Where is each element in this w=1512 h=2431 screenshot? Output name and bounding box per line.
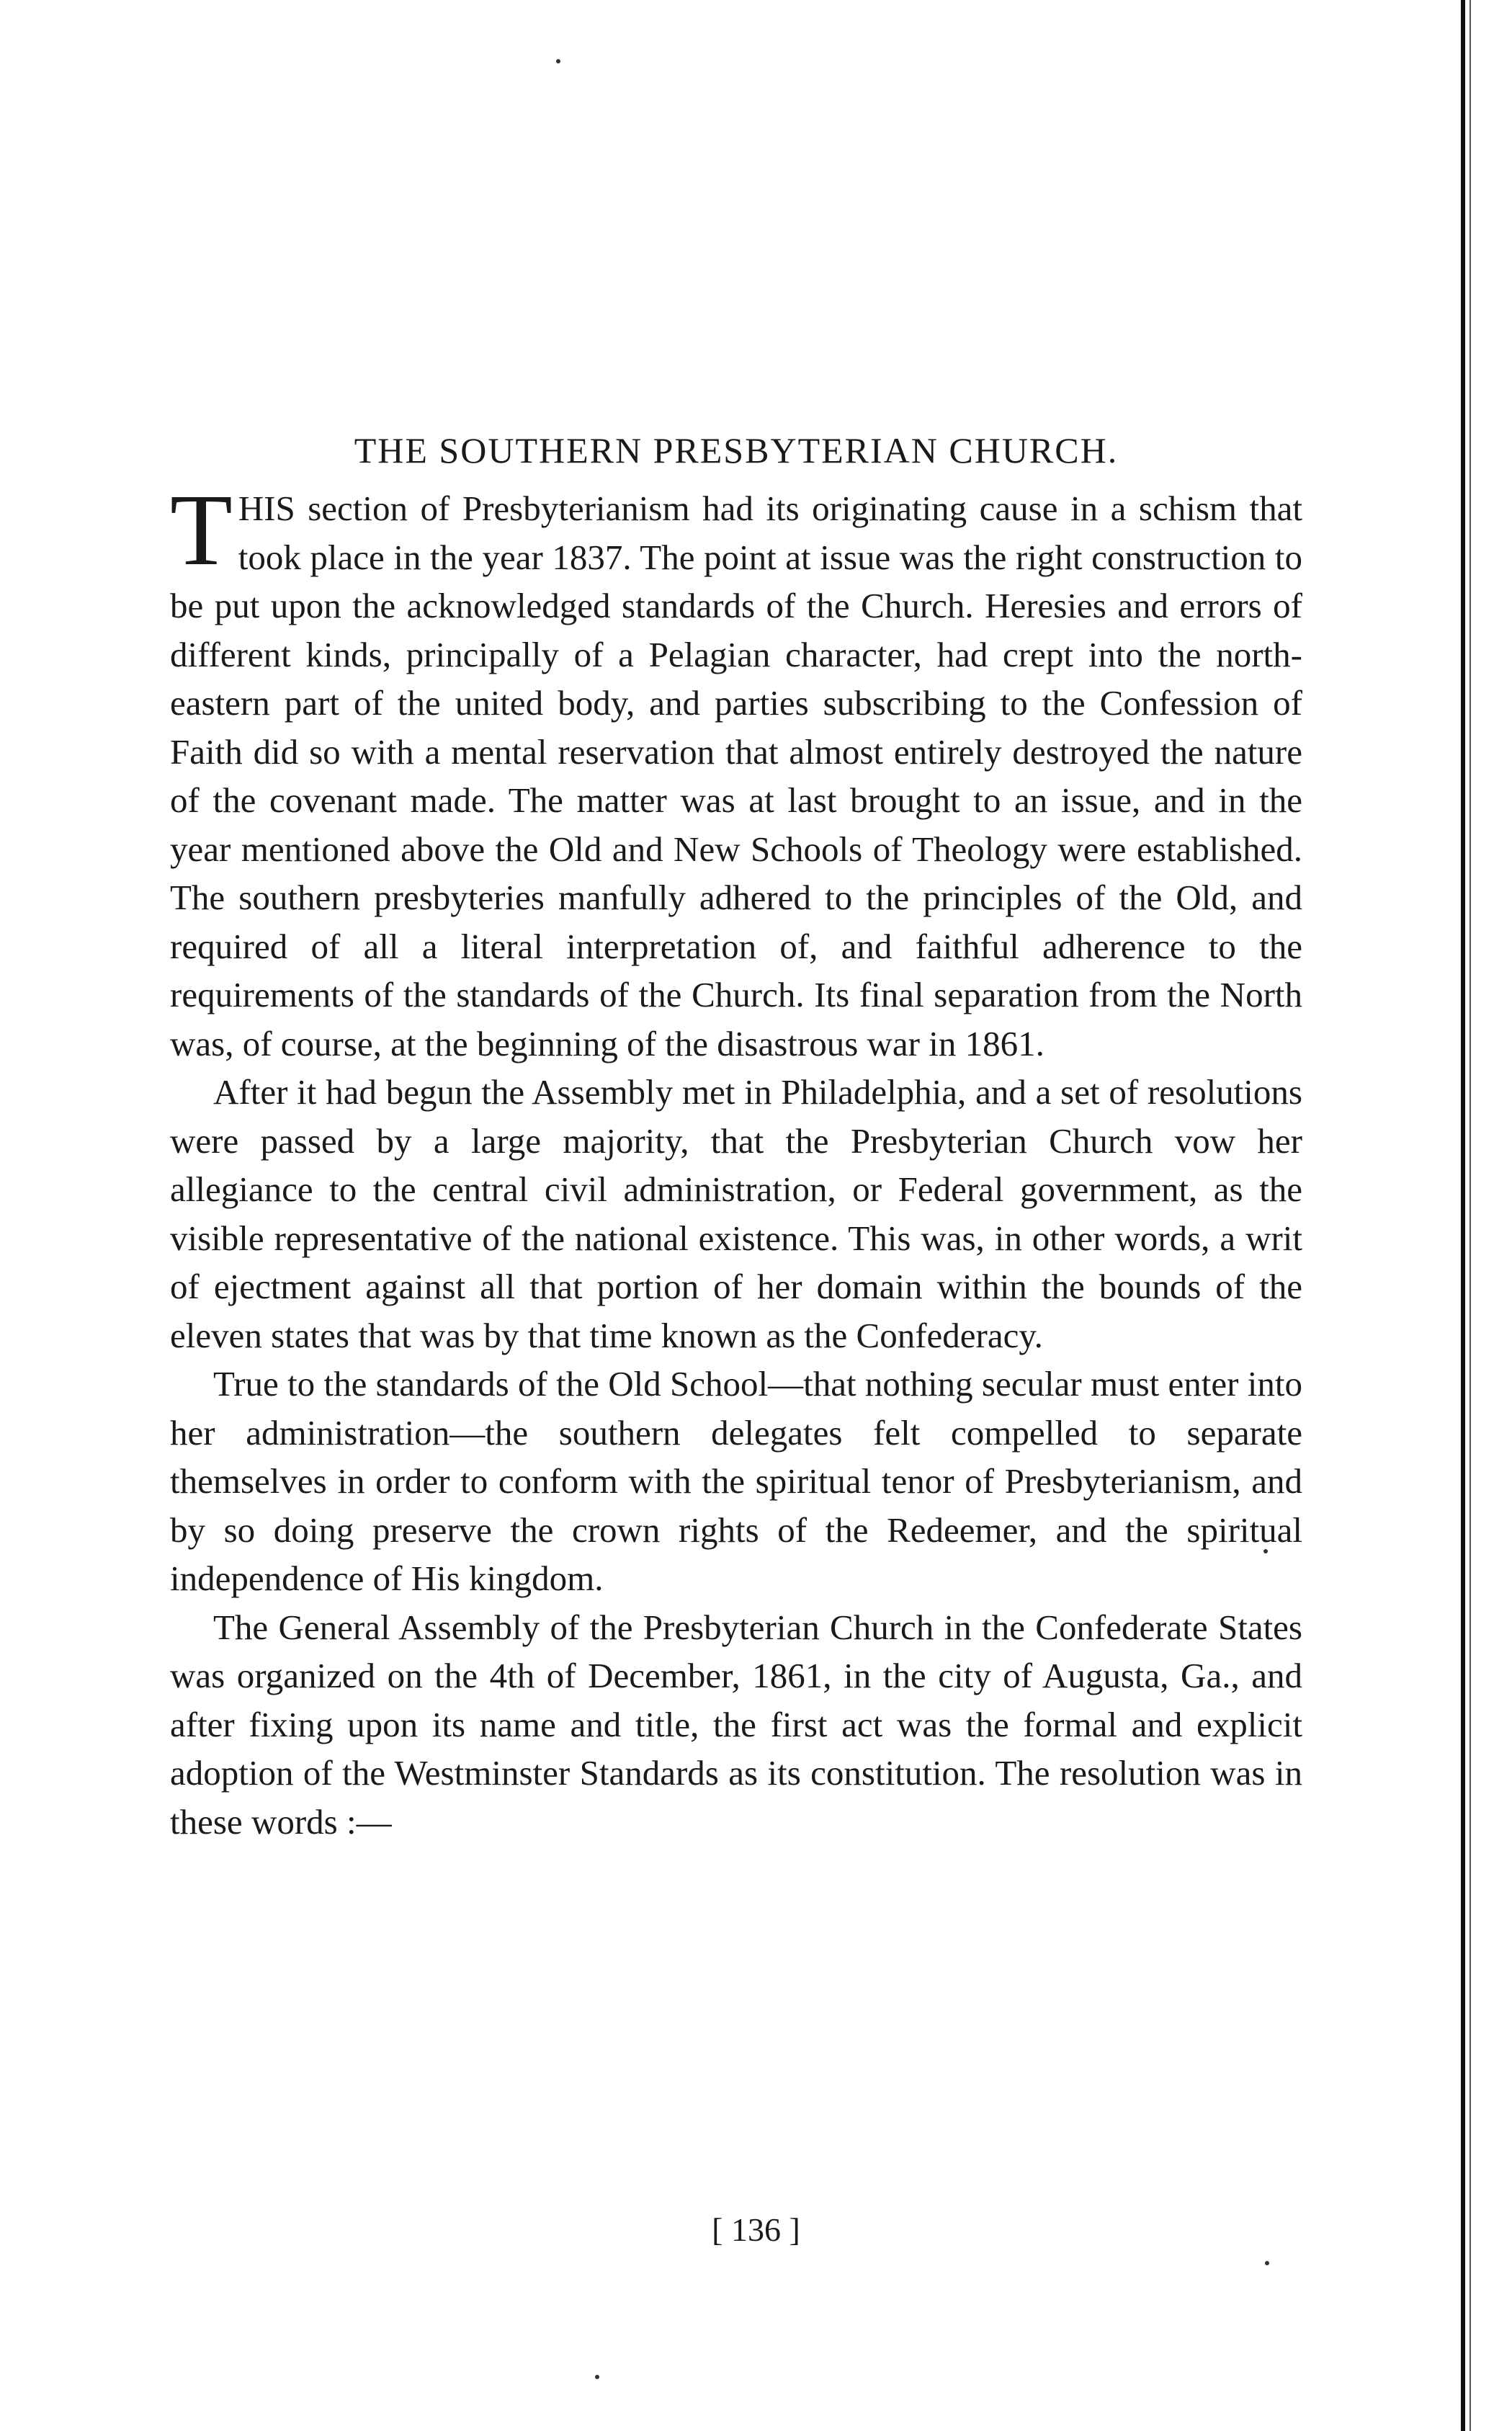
page-edge-line: [1469, 0, 1471, 2431]
drop-cap: T: [170, 473, 233, 586]
scan-speck: [1265, 2261, 1269, 2265]
page-body: [170, 429, 1302, 1846]
page-number: [ 136 ]: [712, 2211, 800, 2248]
page-title: THE SOUTHERN PRESBYTERIAN CHURCH.: [354, 430, 1119, 470]
scan-speck: [595, 2375, 599, 2379]
scan-speck: [556, 59, 560, 63]
paragraph-1: [170, 473, 1302, 1068]
paragraph-3: True to the standards of the Old School—that nothing secular must enter into her administration—the southern delegates felt compelled to separate themselves in order to conform with the spiritual tenor of Presbyterianism, and by so doing preserve the crown rights of the Redeemer, and the spiritual independence of His kingdom.: [170, 1364, 1302, 1598]
paragraph-4: The General Assembly of the Presbyterian Church in the Confederate States was organized on the 4th of December, 1861, in the city of Augusta, Ga., and after fixing upon its name and title, the first act was the formal and explicit adoption of the Westminster Standards as its constitution. The resolution was in these words :—: [170, 1607, 1302, 1842]
paragraph-2: After it had begun the Assembly met in Philadelphia, and a set of resolutions were passed by a large majority, that the Presbyterian Church vow her allegiance to the central civil administration, or Federal government, as the visible representative of the national existence. This was, in other words, a writ of ejectment against all that portion of her domain within the bounds of the eleven states that was by that time known as the Confederacy.: [170, 1072, 1302, 1355]
page-edge-shadow: [1461, 0, 1465, 2431]
paragraph-text: HIS section of Presbyterianism had its originating cause in a schism that took place in the year 1837. The point at issue was the right construction to be put upon the acknowledged standards of the Church. Heresies and errors of different kinds, principally of a Pelagian character, had crept into the north-eastern part of the united body, and parties subscribing to the Confession of Faith did so with a mental reservation that almost entirely destroyed the nature of the covenant made. The matter was at last brought to an issue, and in the year mentioned above the Old and New Schools of Theology were established. The southern presbyteries manfully adhered to the principles of the Old, and required of all a literal interpretation of, and faithful adherence to the requirements of the standards of the Church. Its final separation from the North was, of course, at the beginning of the disastrous war in 1861.: [170, 489, 1302, 1063]
